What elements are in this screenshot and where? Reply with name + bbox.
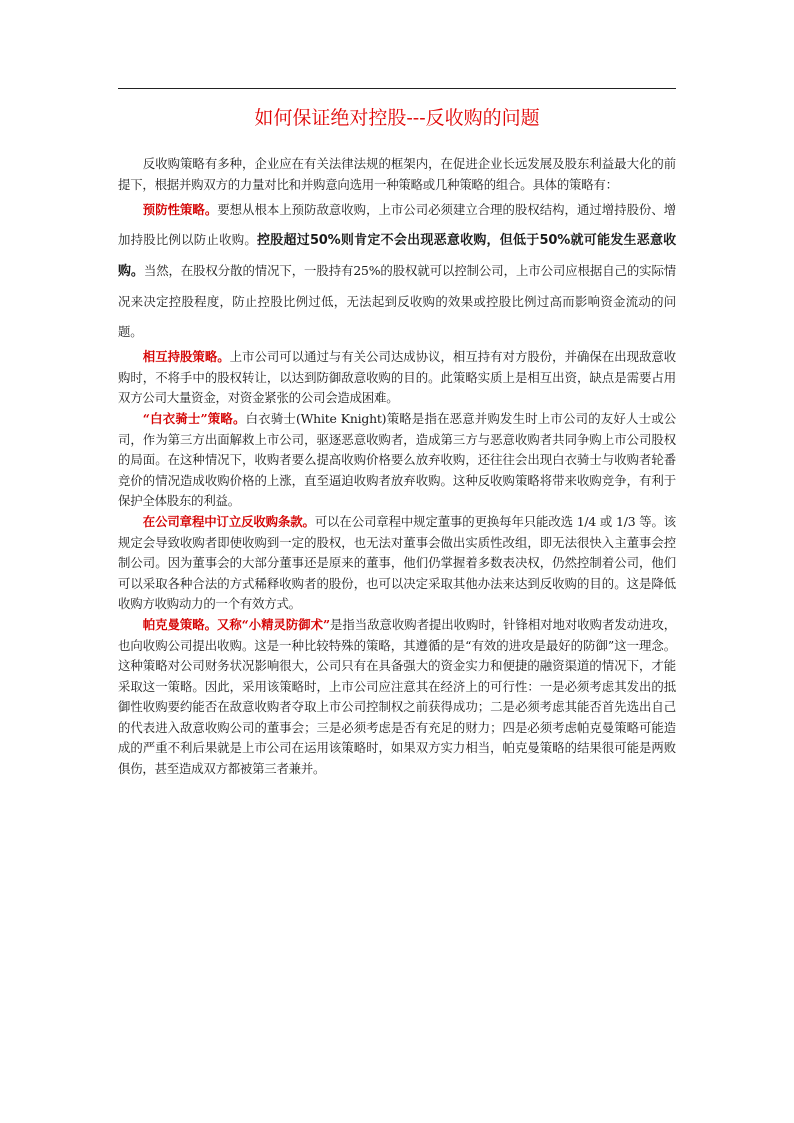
section-preventive — [118, 195, 676, 347]
header-rule — [118, 88, 676, 89]
section-heading: “白衣骑士”策略。 — [142, 410, 246, 426]
page-title: 如何保证绝对控股---反收购的问题 — [254, 107, 540, 129]
section-heading: 在公司章程中订立反收购条款。 — [142, 513, 315, 529]
section-heading: 帕克曼策略。又称“小精灵防御术” — [142, 616, 330, 632]
section-emphasis: 控股超过50%则肯定不会出现恶意收购，但低于50%就可能发生恶意收购。 — [118, 233, 676, 280]
section-cross-holding — [118, 347, 676, 409]
section-pac-man — [118, 615, 676, 780]
section-heading: 预防性策略。 — [142, 202, 218, 218]
document-body — [118, 154, 676, 780]
section-text: 要想从根本上预防敌意收购，上市公司必须建立合理的股权结构，通过增持股份、增加持股比例以防止收购。 — [118, 202, 676, 248]
section-white-knight — [118, 409, 676, 512]
section-text: 当然，在股权分散的情况下，一股持有25%的股权就可以控制公司，上市公司应根据自己的实际情况来决定控股程度，防止控股比例过低，无法起到反收购的效果或控股比例过高而影响资金流动的问题。 — [118, 263, 676, 340]
section-heading: 相互持股策略。 — [142, 349, 230, 365]
section-text: 白衣骑士(White Knight)策略是指在恶意并购发生时上市公司的友好人士或公司，作为第三方出面解救上市公司，驱逐恶意收购者，造成第三方与恶意收购者共同争购上市公司股权的局面。在这种情况下，收购者要么提高收购价格要么放弃收购，还往往会出现白衣骑士与收购者轮番竞价的情况造成收购价格的上涨，直至逼迫收购者放弃收购。这种反收购策略将带来收购竞争，有利于保护全体股东的利益。 — [118, 410, 676, 509]
intro-paragraph: 反收购策略有多种，企业应在有关法律法规的框架内，在促进企业长远发展及股东利益最大化的前提下，根据并购双方的力量对比和并购意向选用一种策略或几种策略的组合。具体的策略有： — [118, 156, 676, 192]
section-text: 上市公司可以通过与有关公司达成协议，相互持有对方股份，并确保在出现敌意收购时，不将手中的股权转让，以达到防御敌意收购的目的。此策略实质上是相互出资，缺点是需要占用双方公司大量资金，对资金紧张的公司会造成困难。 — [118, 349, 676, 406]
section-text: 可以在公司章程中规定董事的更换每年只能改选 1/4 或 1/3 等。该规定会导致收购者即使收购到一定的股权，也无法对董事会做出实质性改组，即无法很快入主董事会控制公司。因为董事会的大部分董事还是原来的董事，他们仍掌握着多数表决权，仍然控制着公司，他们可以采取各种合法的方式稀释收购者的股份，也可以决定采取其他办法来达到反收购的目的。这是降低收购方收购动力的一个有效方式。 — [118, 513, 676, 612]
section-charter-clause — [118, 512, 676, 615]
section-text: 是指当敌意收购者提出收购时，针锋相对地对收购者发动进攻，也向收购公司提出收购。这是一种比较特殊的策略，其遵循的是“有效的进攻是最好的防御”这一理念。这种策略对公司财务状况影响很大，公司只有在具备强大的资金实力和便捷的融资渠道的情况下，才能采取这一策略。因此，采用该策略时，上市公司应注意其在经济上的可行性：一是必须考虑其发出的抵御性收购要约能否在敌意收购者夺取上市公司控制权之前获得成功；二是必须考虑其能否首先选出自己的代表进入敌意收购公司的董事会；三是必须考虑是否有充足的财力；四是必须考虑帕克曼策略可能造成的严重不利后果就是上市公司在运用该策略时，如果双方实力相当，帕克曼策略的结果很可能是两败俱伤，甚至造成双方都被第三者兼并。 — [118, 616, 676, 777]
